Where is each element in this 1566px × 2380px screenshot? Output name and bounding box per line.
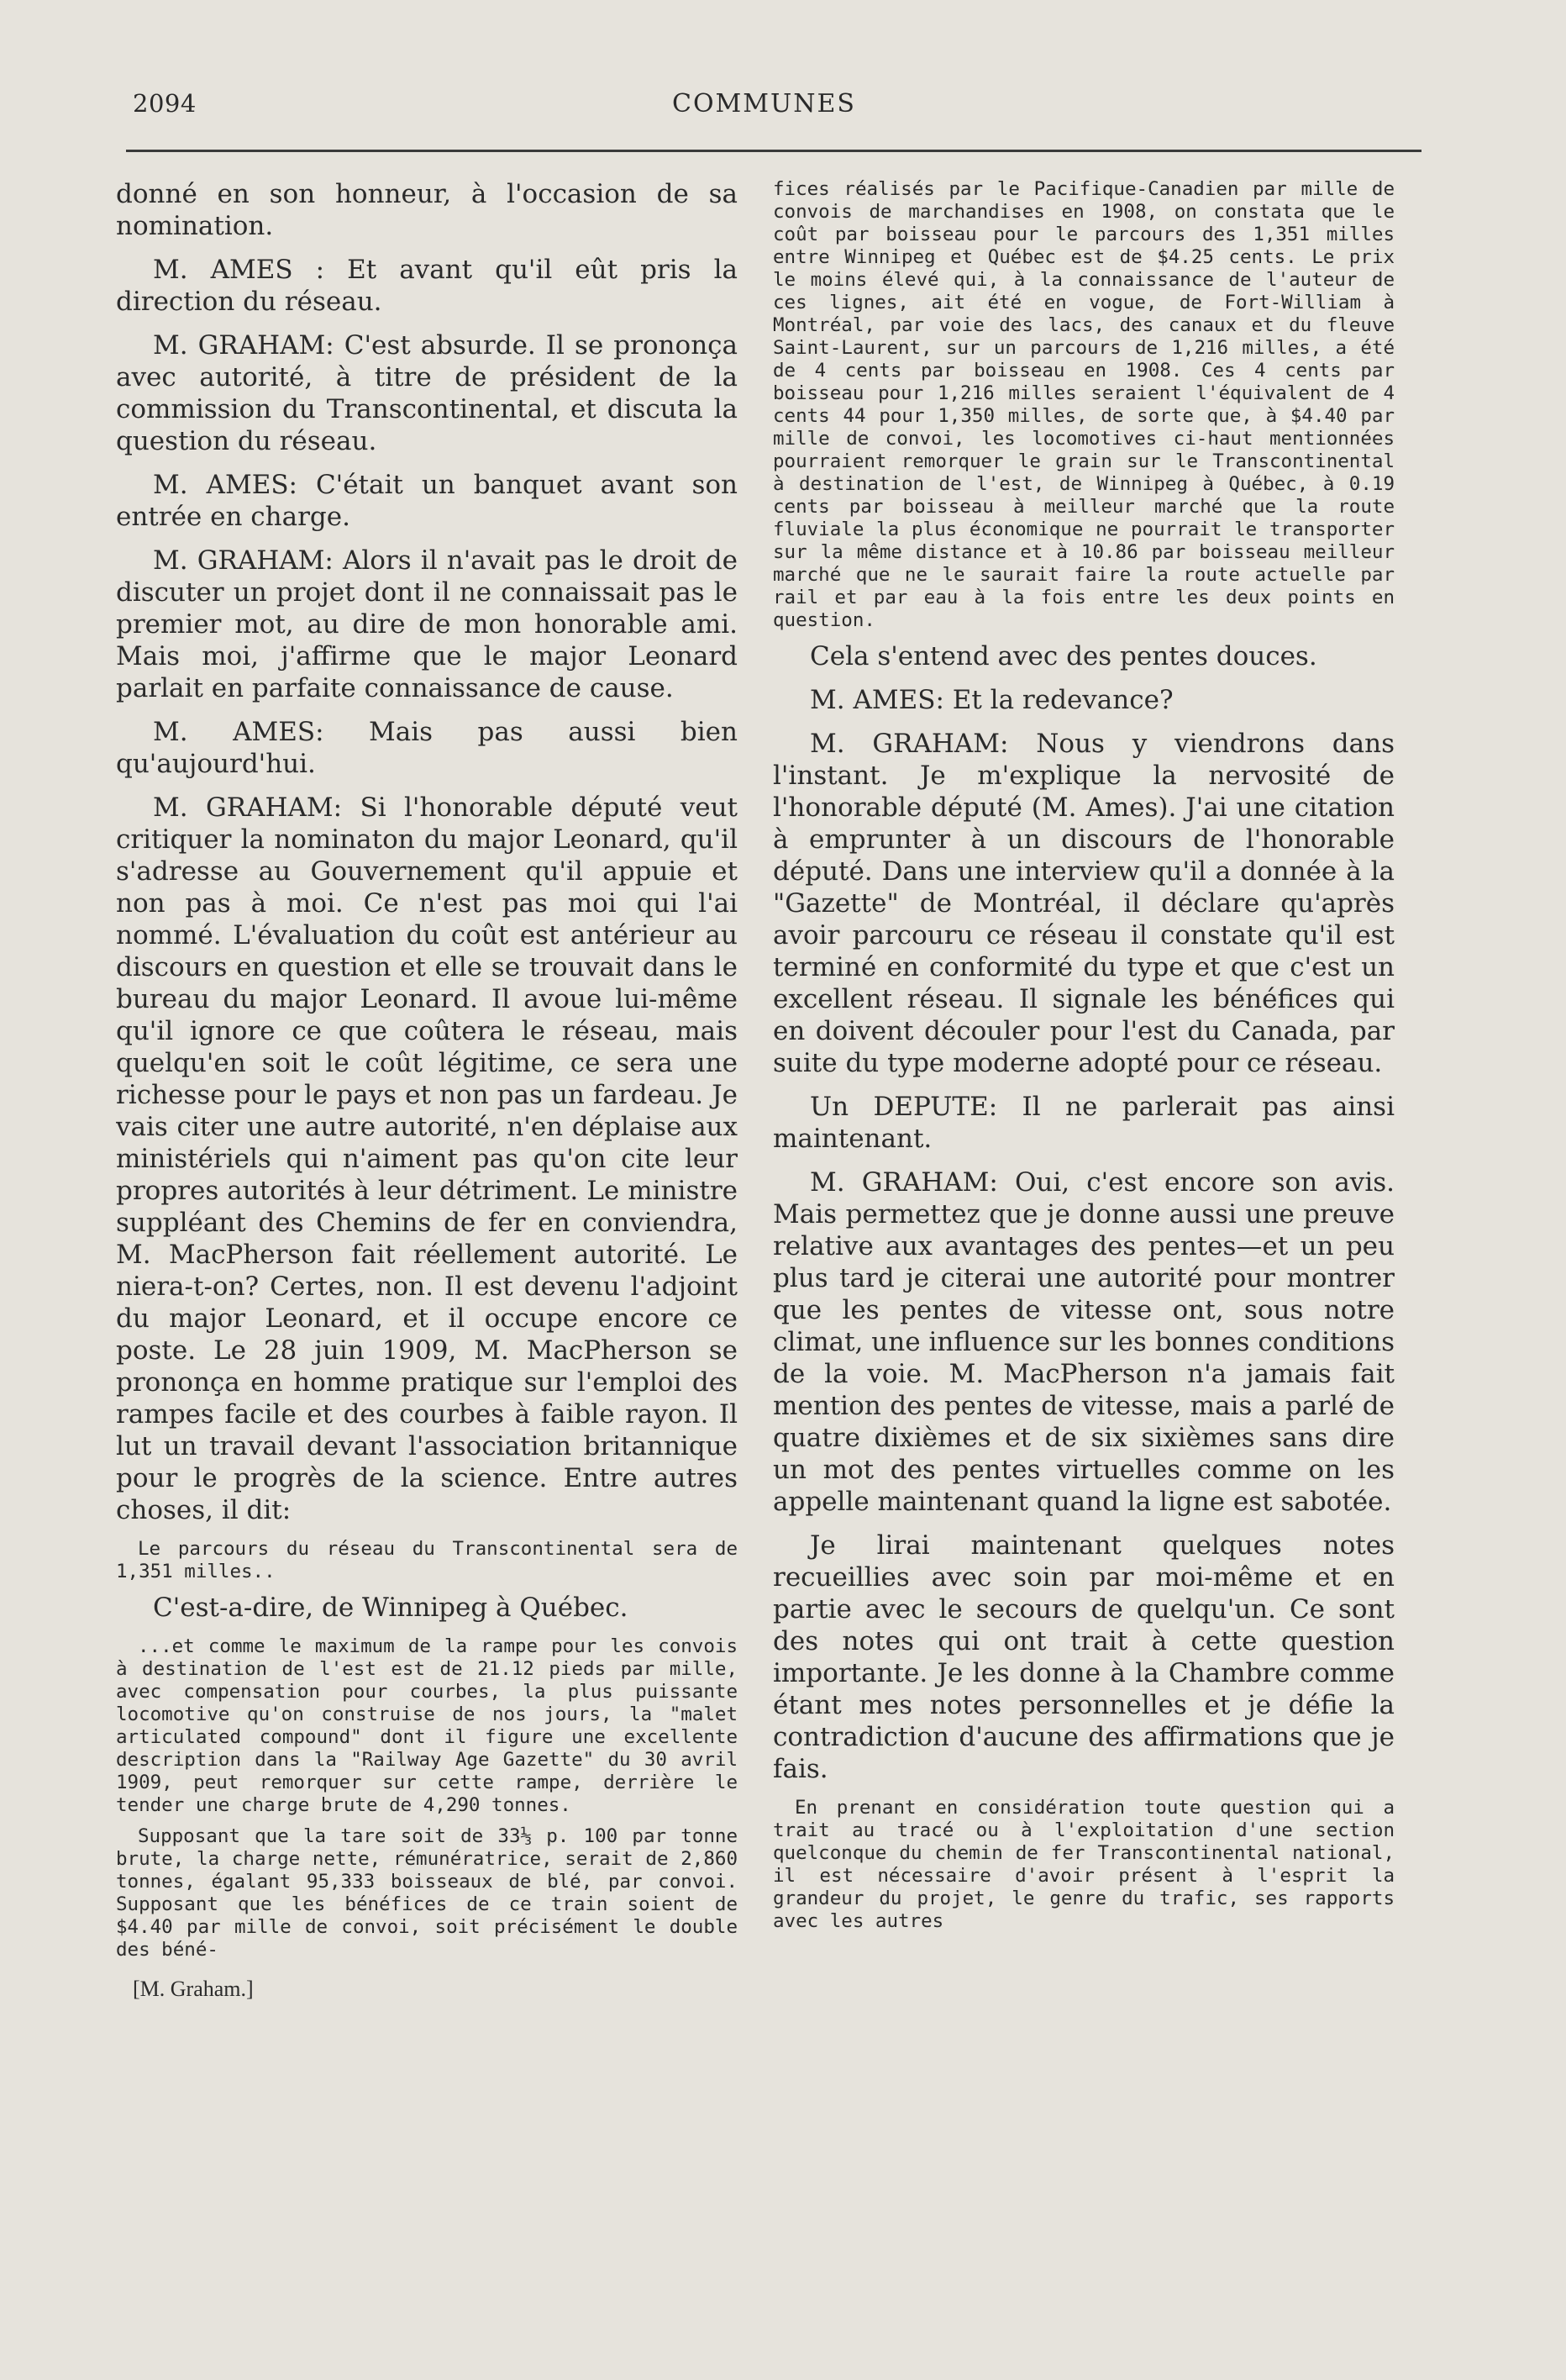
- paragraph: M. GRAHAM: C'est absurde. Il se prononça avec autorité, à titre de président de la commission du Transcontinental, et discuta la question du réseau.: [116, 330, 738, 456]
- right-column: [773, 178, 1395, 2363]
- paragraph: Un DEPUTE: Il ne parlerait pas ainsi maintenant.: [773, 1092, 1395, 1154]
- paragraph: Je lirai maintenant quelques notes recueillies avec soin par moi-même et en partie avec le secours de quelqu'un. Ce sont des notes qui ont trait à cette question importante. Je les donne à la Chambre comme étant mes notes personnelles et je défie la contradiction d'aucune des affirmations que je fais.: [773, 1530, 1395, 1784]
- paragraph: C'est-a-dire, de Winnipeg à Québec.: [153, 1593, 628, 1623]
- paragraph: M. AMES: C'était un banquet avant son entrée en charge.: [116, 470, 738, 532]
- block-quote: En prenant en considération toute question qui a trait au tracé ou à l'exploitation d'une section quelconque du chemin de fer Transcontinental national, il est nécessaire d'avoir présent à l'esprit la grandeur du projet, le genre du trafic, ses rapports avec les autres: [773, 1797, 1395, 1932]
- paragraph: M. GRAHAM: Nous y viendrons dans l'instant. Je m'explique la nervosité de l'honorable député (M. Ames). J'ai une citation à emprunter à un discours de l'honorable député. Dans une interview qu'il a donnée à la "Gazette" de Montréal, il déclare qu'après avoir parcouru ce réseau il constate qu'il est terminé en conformité du type et que c'est un excellent réseau. Il signale les bénéfices qui en doivent découler pour l'est du Canada, par suite du type moderne adopté pour ce réseau.: [773, 729, 1395, 1078]
- block-quote: Supposant que la tare soit de 33⅓ p. 100 par tonne brute, la charge nette, rémunératrice, serait de 2,860 tonnes, égalant 95,333 boisseaux de blé, par convoi. Supposant que les bénéfices de ce train soient de $4.40 par mille de convoi, soit précisément le double des béné-: [116, 1825, 738, 1961]
- paragraph: M. GRAHAM: Si l'honorable député veut critiquer la nominaton du major Leonard, qu'il s'adresse au Gouvernement qu'il appuie et non pas à moi. Ce n'est pas moi qui l'ai nommé. L'évaluation du coût est antérieur au discours en question et elle se trouvait dans le bureau du major Leonard. Il avoue lui-même qu'il ignore ce que coûtera le réseau, mais quelqu'en soit le coût légitime, ce sera une richesse pour le pays et non pas un fardeau. Je vais citer une autre autorité, n'en déplaise aux ministériels qui n'aiment pas qu'on cite leur propres autorités à leur détriment. Le ministre suppléant des Chemins de fer en conviendra, M. MacPherson fait réellement autorité. Le niera-t-on? Certes, non. Il est devenu l'adjoint du major Leonard, et il occupe encore ce poste. Le 28 juin 1909, M. MacPherson se prononça en homme pratique sur l'emploi des rampes facile et des courbes à faible rayon. Il lut un travail devant l'association britannique pour le progrès de la science. Entre autres choses, il dit:: [116, 792, 738, 1525]
- paragraph: M. AMES: Mais pas aussi bien qu'aujourd'hui.: [116, 717, 738, 779]
- block-quote: ...et comme le maximum de la rampe pour les convois à destination de l'est est de 21.12 pieds par mille, avec compensation pour courbes, la plus puissante locomotive qu'on construise de nos jours, la "malet articulated compound" dont il figure une excellente description dans la "Railway Age Gazette" du 30 avril 1909, peut remorquer sur cette rampe, derrière le tender une charge brute de 4,290 tonnes.: [116, 1635, 738, 1816]
- paragraph: M. AMES: Et la redevance?: [810, 685, 1174, 715]
- speaker-signature: [M. Graham.]: [133, 1977, 254, 2001]
- left-column: [116, 178, 738, 2363]
- paragraph: M. GRAHAM: Oui, c'est encore son avis. Mais permettez que je donne aussi une preuve relative aux avantages des pentes—et un peu plus tard je citerai une autorité pour montrer que les pentes de vitesse ont, sous notre climat, une influence sur les bonnes conditions de la voie. M. MacPherson n'a jamais fait mention des pentes de vitesse, mais a parlé de quatre dixièmes et de six sixièmes sans dire un mot des pentes virtuelles comme on les appelle maintenant quand la ligne est sabotée.: [773, 1167, 1395, 1517]
- block-quote: fices réalisés par le Pacifique-Canadien par mille de convois de marchandises en 1908, on constata que le coût par boisseau pour le parcours des 1,351 milles entre Winnipeg et Québec est de $4.25 cents. Le prix le moins élevé qui, à la connaissance de l'auteur de ces lignes, ait été en vogue, de Fort-William à Montréal, par voie des lacs, des canaux et du fleuve Saint-Laurent, sur un parcours de 1,216 milles, a été de 4 cents par boisseau en 1908. Ces 4 cents par boisseau pour 1,216 milles seraient l'équivalent de 4 cents 44 pour 1,350 milles, de sorte que, à $4.40 par mille de convoi, les locomotives ci-haut mentionnées pourraient remorquer le grain sur le Transcontinental à destination de l'est, de Winnipeg à Québec, à 0.19 cents par boisseau à meilleur marché que la route fluviale la plus économique ne pourrait le transporter sur la même distance et à 10.86 par boisseau meilleur marché que ne le saurait faire la route actuelle par rail et par eau à la fois entre les deux points en question.: [773, 178, 1395, 631]
- header-rule: [126, 150, 1421, 152]
- page-number: 2094: [133, 89, 197, 118]
- paragraph: donné en son honneur, à l'occasion de sa nomination.: [116, 179, 738, 241]
- running-head: COMMUNES: [672, 89, 856, 118]
- paragraph: M. AMES : Et avant qu'il eût pris la direction du réseau.: [116, 255, 738, 317]
- paragraph: Cela s'entend avec des pentes douces.: [810, 641, 1317, 671]
- block-quote: Le parcours du réseau du Transcontinental sera de 1,351 milles..: [116, 1538, 738, 1582]
- paragraph: M. GRAHAM: Alors il n'avait pas le droit de discuter un projet dont il ne connaissait pas le premier mot, au dire de mon honorable ami. Mais moi, j'affirme que le major Leonard parlait en parfaite connaissance de cause.: [116, 545, 738, 703]
